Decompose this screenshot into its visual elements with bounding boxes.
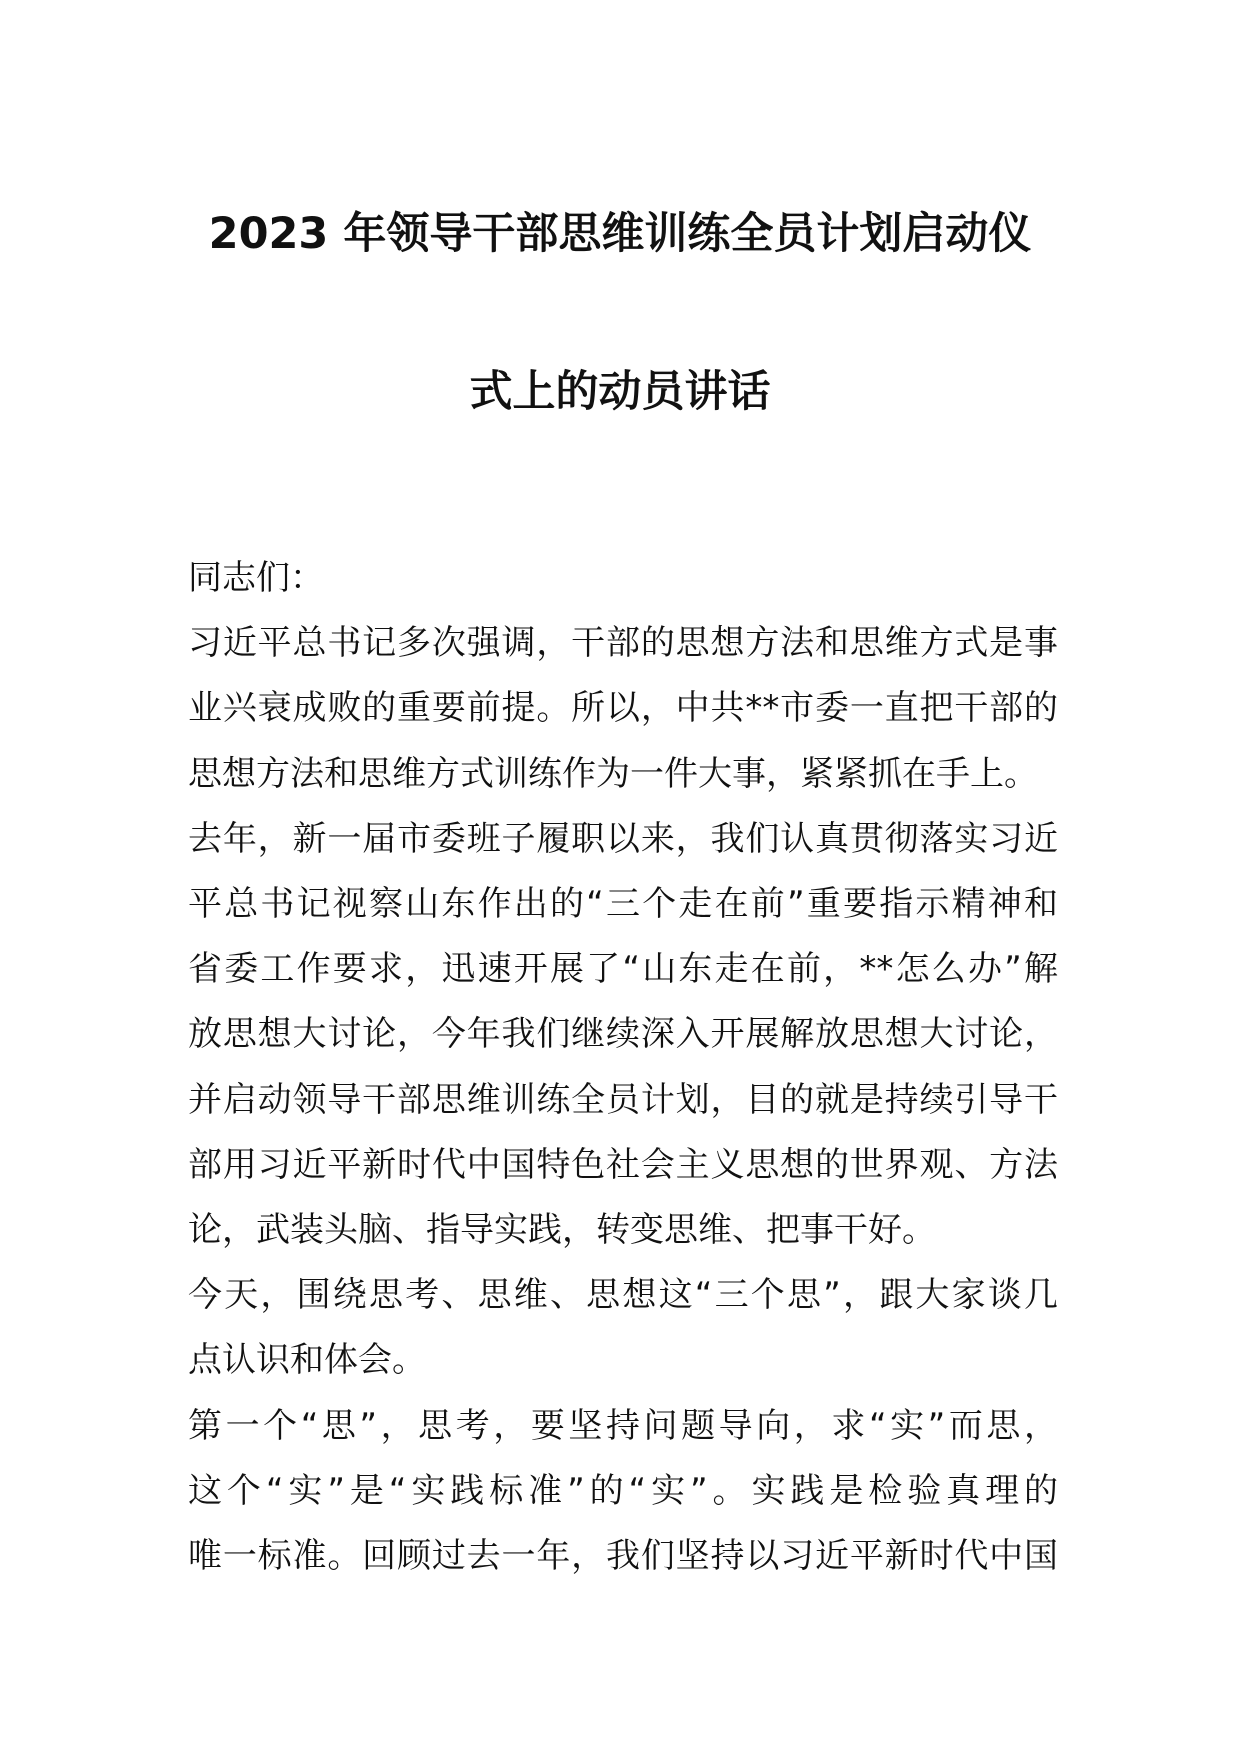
- text-line: 论，武装头脑、指导实践，转变思维、把事干好。: [188, 1210, 936, 1251]
- text-line: 这个“实”是“实践标准”的“实”。实践是检验真理的: [188, 1470, 1058, 1511]
- text-line: 习近平总书记多次强调，干部的思想方法和思维方式是事: [188, 623, 1058, 664]
- text-line: 点认识和体会。: [188, 1340, 426, 1381]
- salutation: [188, 546, 1058, 611]
- text-line: 并启动领导干部思维训练全员计划，目的就是持续引导干: [188, 1079, 1058, 1120]
- text-line: 部用习近平新时代中国特色社会主义思想的世界观、方法: [188, 1144, 1058, 1185]
- paragraph-1: [188, 611, 1058, 807]
- text-line: 第一个“思”，思考，要坚持问题导向，求“实”而思，: [188, 1405, 1058, 1446]
- text-line: 省委工作要求，迅速开展了“山东走在前，**怎么办”解: [188, 949, 1058, 990]
- text-line: 今天，围绕思考、思维、思想这“三个思”，跟大家谈几: [188, 1275, 1058, 1316]
- document-title-line-1: 2023 年领导干部思维训练全员计划启动仪: [208, 209, 1032, 259]
- paragraph-4: [188, 1394, 1058, 1590]
- text-line: 去年，新一届市委班子履职以来，我们认真贯彻落实习近: [188, 818, 1058, 859]
- paragraph-3: [188, 1263, 1058, 1393]
- text-line: 平总书记视察山东作出的“三个走在前”重要指示精神和: [188, 884, 1058, 925]
- document-body: [188, 546, 1058, 1589]
- text-line: 唯一标准。回顾过去一年，我们坚持以习近平新时代中国: [188, 1536, 1058, 1577]
- text-line: 思想方法和思维方式训练作为一件大事，紧紧抓在手上。: [188, 753, 1038, 794]
- salutation-text: 同志们：: [188, 558, 324, 598]
- text-line: 放思想大讨论，今年我们继续深入开展解放思想大讨论，: [188, 1014, 1058, 1055]
- paragraph-2: [188, 807, 1058, 1263]
- document-title-line-2: 式上的动员讲话: [469, 367, 771, 417]
- text-line: 业兴衰成败的重要前提。所以，中共**市委一直把干部的: [188, 688, 1058, 729]
